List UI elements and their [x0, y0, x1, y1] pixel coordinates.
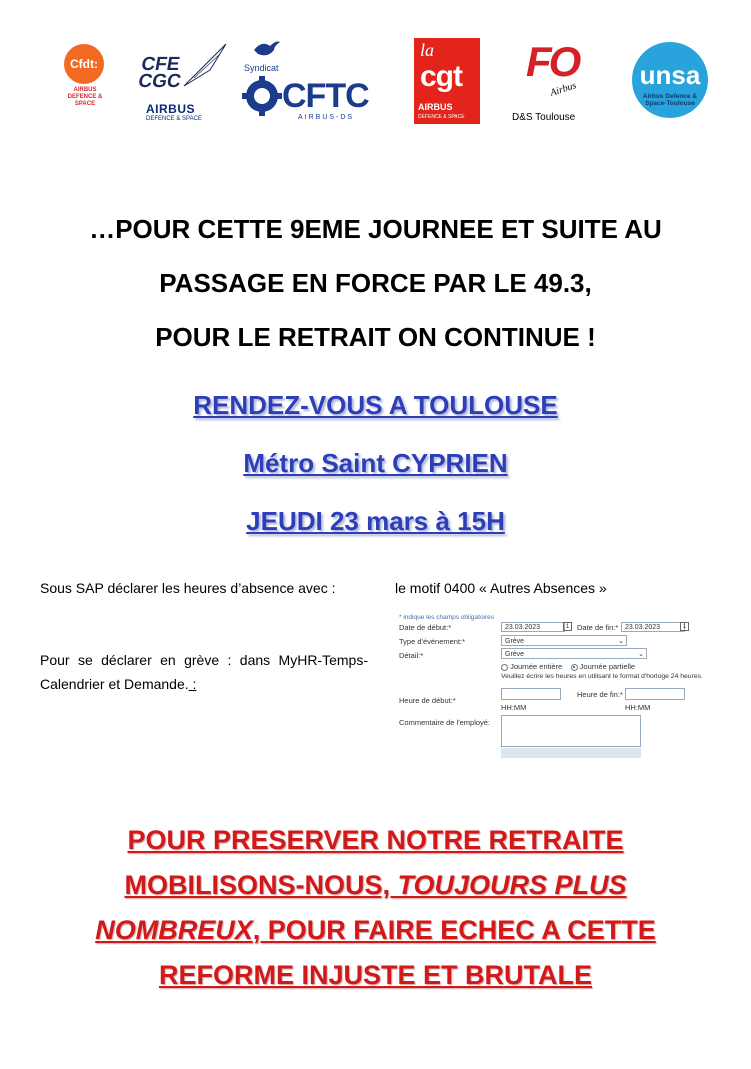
strike-instruction-text: Pour se déclarer en grève : dans MyHR-Temps-Calendrier et Demande. [40, 652, 368, 692]
closing-message [0, 818, 751, 998]
start-time-format: HH:MM [501, 703, 527, 712]
cfe-company: AIRBUS [146, 102, 196, 116]
detail-label: Détail:* [399, 651, 424, 660]
fo-site: D&S Toulouse [512, 112, 576, 123]
start-date-label: Date de début:* [399, 623, 452, 632]
gear-icon [242, 76, 282, 116]
rendezvous-city: RENDEZ-VOUS A TOULOUSE [193, 390, 558, 420]
feather-icon [180, 40, 230, 90]
cgt-la: la [420, 40, 435, 60]
cfe-line2: CGC [136, 71, 183, 92]
closing-line-2a: MOBILISONS-NOUS, [124, 870, 398, 900]
cftc-division: AIRBUS-DS [298, 114, 355, 121]
start-date-field[interactable]: 23.03.2023 [501, 622, 565, 632]
cftc-name: CFTC [282, 77, 369, 115]
end-time-label: Heure de fin:* [577, 690, 623, 699]
end-time-format: HH:MM [625, 703, 651, 712]
detail-select[interactable] [501, 648, 647, 659]
end-date-field[interactable]: 23.03.2023 [621, 622, 685, 632]
event-type-value: Grève [505, 638, 525, 645]
absence-form-screenshot [395, 612, 725, 760]
fo-logo [510, 38, 590, 124]
closing-line-2b: TOUJOURS PLUS [397, 870, 627, 900]
cgt-division: DEFENCE & SPACE [418, 114, 465, 120]
unsa-logo [630, 40, 710, 120]
closing-line-3b: , POUR FAIRE ECHEC A CETTE [252, 915, 656, 945]
detail-value: Grève [505, 651, 525, 658]
headline-line-3: POUR LE RETRAIT ON CONTINUE ! [155, 322, 596, 352]
fo-name: FO [526, 38, 579, 85]
hours-format-hint: Veuillez écrire les heures en utilisant le format d'horloge 24 heures. [501, 673, 703, 680]
closing-line-3a: NOMBREUX [95, 915, 253, 945]
cfdt-name: Cfdt: [64, 44, 104, 84]
unsa-emblem [630, 40, 710, 120]
end-date-calendar-icon[interactable]: 1 [680, 622, 689, 631]
partial-day-label: Journée partielle [579, 662, 636, 671]
headline-line-2: PASSAGE EN FORCE PAR LE 49.3, [159, 268, 592, 298]
headline-line-1: …POUR CETTE 9EME JOURNEE ET SUITE AU [89, 214, 662, 244]
day-type-radios [501, 662, 635, 671]
start-date-calendar-icon[interactable]: 1 [563, 622, 572, 631]
cfdt-logo [60, 44, 110, 108]
chevron-down-icon: ⌄ [638, 651, 644, 658]
fo-company: Airbus [548, 80, 578, 99]
rendezvous-place: Métro Saint CYPRIEN [243, 448, 508, 478]
cfe-line1: CFE [139, 54, 182, 75]
rendezvous-date: JEUDI 23 mars à 15H [246, 506, 505, 536]
partial-day-radio[interactable] [571, 664, 578, 671]
absence-motif: le motif 0400 « Autres Absences » [395, 580, 607, 596]
cfe-cgc-logo [138, 40, 230, 124]
end-time-field[interactable] [625, 688, 685, 700]
cfdt-subtitle: AIRBUS DEFENCE & SPACE [67, 87, 103, 107]
comment-label: Commentaire de l'employé: [399, 718, 491, 727]
event-type-select[interactable] [501, 635, 627, 646]
sap-instruction: Sous SAP déclarer les heures d’absence avec : [40, 580, 336, 596]
headline [0, 202, 751, 364]
closing-line-4: REFORME INJUSTE ET BRUTALE [158, 960, 592, 990]
event-type-label: Type d'événement:* [399, 637, 466, 646]
unsa-name: unsa [639, 60, 701, 90]
strike-instruction-suffix: : [188, 676, 197, 692]
cgt-logo [414, 38, 480, 124]
cftc-prefix: Syndicat [244, 63, 279, 73]
start-time-field[interactable] [501, 688, 561, 700]
comment-textarea[interactable] [501, 715, 641, 747]
cgt-company: AIRBUS [418, 102, 453, 112]
union-logos [0, 38, 751, 128]
chevron-down-icon: ⌄ [618, 638, 624, 645]
closing-line-1: POUR PRESERVER NOTRE RETRAITE [127, 825, 624, 855]
unsa-subtitle-1: Airbus Defence & [642, 93, 698, 100]
end-date-label: Date de fin:* [577, 623, 619, 632]
dove-icon [252, 38, 282, 60]
full-day-label: Journée entière [510, 662, 563, 671]
required-note: * indique les champs obligatoires [399, 614, 495, 621]
unsa-subtitle-2: Space-Toulouse [645, 100, 695, 107]
cgt-name: cgt [420, 60, 462, 93]
cfe-division: DEFENCE & SPACE [146, 116, 202, 122]
full-day-radio[interactable] [501, 664, 508, 671]
cftc-logo [242, 38, 376, 128]
start-time-label: Heure de début:* [399, 696, 456, 705]
form-footer-bar [501, 748, 641, 758]
strike-instruction [40, 648, 368, 696]
